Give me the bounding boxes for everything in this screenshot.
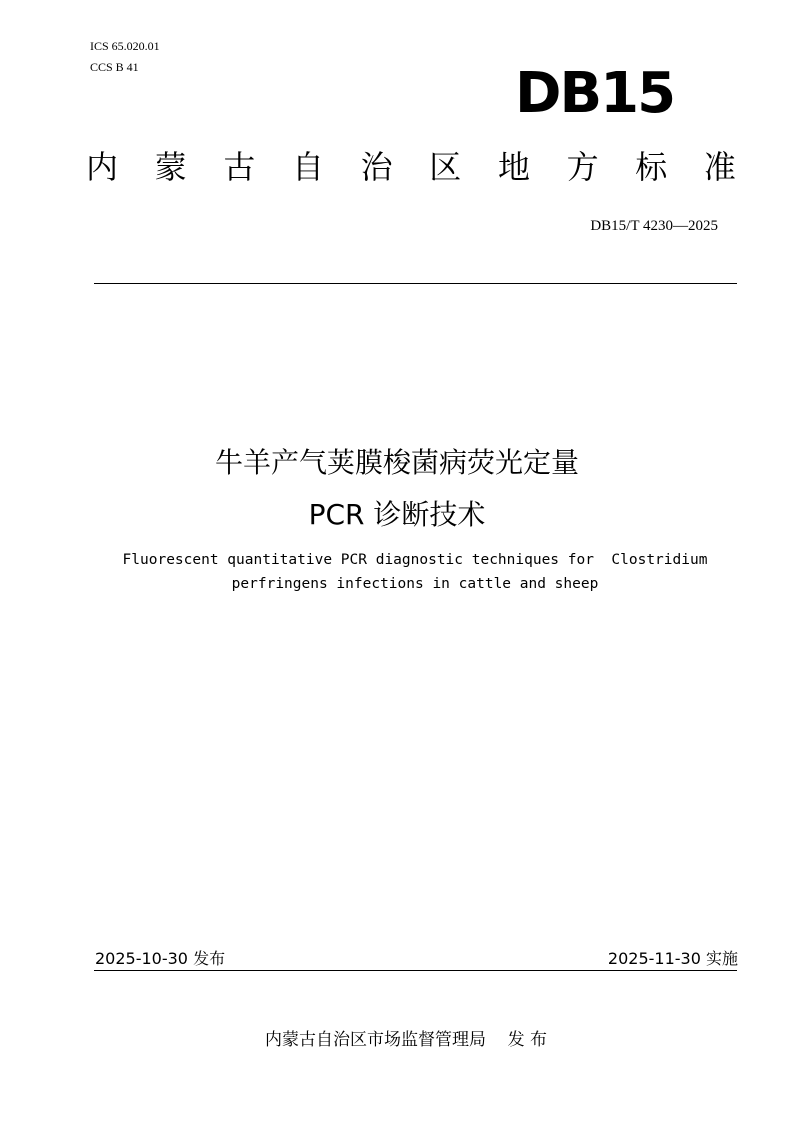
standard-type-char: 标 <box>635 148 668 186</box>
standard-type-char: 治 <box>360 148 393 186</box>
publisher: 内蒙古自治区市场监督管理局 发 布 <box>264 1030 548 1050</box>
bottom-divider <box>94 970 737 971</box>
standard-type-char: 蒙 <box>154 148 187 186</box>
standard-code: DB15/T 4230—2025 <box>590 218 718 234</box>
title-chinese-line-1: 牛羊产气荚膜梭菌病荧光定量 <box>214 446 579 479</box>
title-chinese-line-2: PCR 诊断技术 <box>308 498 486 531</box>
issue-date: 2025-10-30 发布 <box>95 949 226 968</box>
standard-type-char: 自 <box>291 148 324 186</box>
ics-code: ICS 65.020.01 <box>90 39 160 53</box>
title-english-line-2: perfringens infections in cattle and sheep <box>231 576 599 592</box>
title-chinese <box>0 437 794 541</box>
top-divider <box>94 283 737 284</box>
title-english-line-1: Fluorescent quantitative PCR diagnostic techniques for Clostridium <box>122 552 708 568</box>
standard-type-heading <box>86 148 736 186</box>
standard-type-char: 区 <box>429 148 462 186</box>
implementation-date: 2025-11-30 实施 <box>607 949 738 968</box>
standard-type-char: 地 <box>497 148 530 186</box>
standard-type-char: 内 <box>86 148 119 186</box>
db15-logo: DB15 <box>515 61 675 126</box>
standard-type-char: 准 <box>703 148 736 186</box>
standard-type-char: 古 <box>223 148 256 186</box>
ccs-code: CCS B 41 <box>90 60 139 74</box>
standard-type-char: 方 <box>566 148 599 186</box>
title-english <box>0 548 794 596</box>
